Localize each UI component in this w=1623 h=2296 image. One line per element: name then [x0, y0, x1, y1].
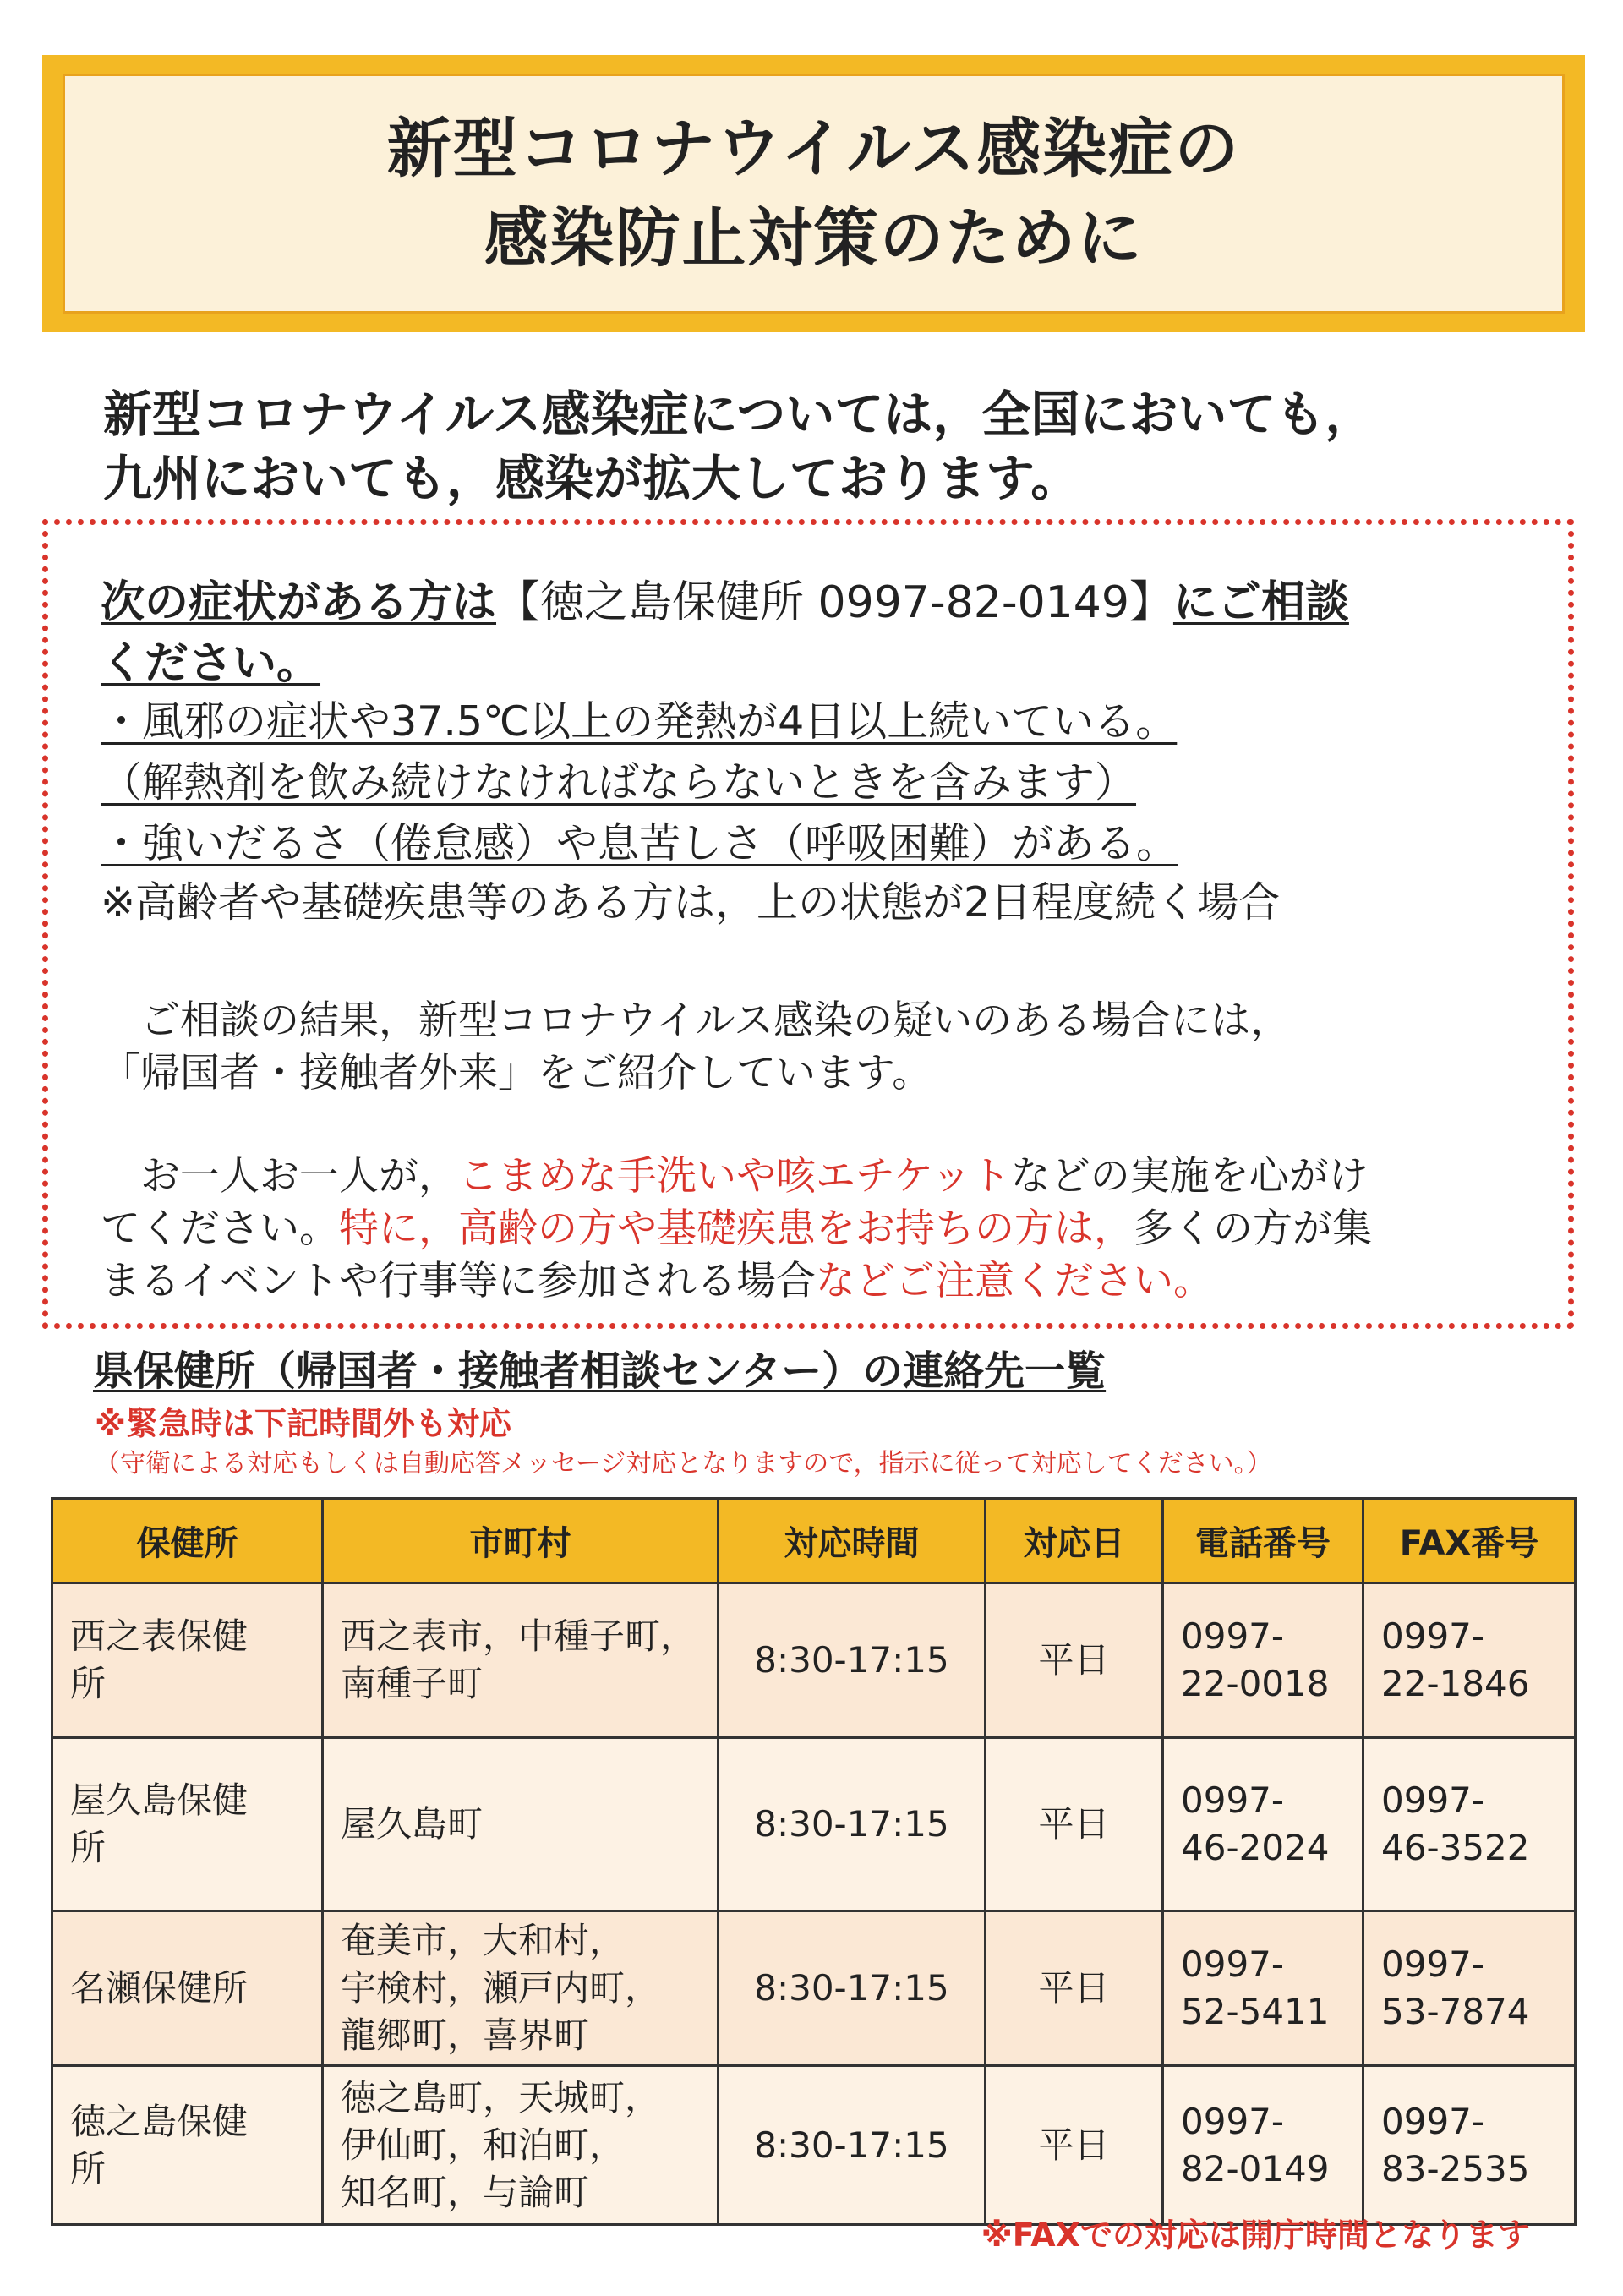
fax-cell [1363, 2066, 1576, 2225]
phone-text: 82-0149 [1181, 2147, 1330, 2189]
symptom-fatigue: ・強いだるさ（倦怠感）や息苦しさ（呼吸困難）がある。 [101, 819, 1178, 867]
phone-cell [1163, 1738, 1363, 1911]
phone-text: 22-0018 [1181, 1663, 1330, 1704]
consultation-box [42, 519, 1574, 1329]
advice-d: てください。 [101, 1205, 339, 1252]
table-row [52, 1738, 1576, 1911]
table-row [52, 1583, 1576, 1738]
phone-text: 0997- [1181, 1779, 1285, 1821]
fax-text: 0997- [1381, 1779, 1485, 1821]
office-text: 徳之島保健 [70, 2100, 249, 2142]
header-office: 保健所 [52, 1499, 323, 1583]
title-line-1: 新型コロナウイルス感染症の [386, 111, 1241, 186]
fax-cell [1363, 1738, 1576, 1911]
phone-cell [1163, 1911, 1363, 2066]
days-cell: 平日 [986, 2066, 1163, 2225]
towns-text: 南種子町 [341, 1663, 484, 1704]
advice-elderly: 特に，高齢の方や基礎疾患をお持ちの方は， [339, 1205, 1134, 1252]
hours-cell: 8:30-17:15 [719, 1911, 986, 2066]
office-text: 所 [70, 1663, 107, 1704]
towns-text: 宇検村，瀬戸内町， [341, 1967, 661, 2009]
table-header-row [52, 1499, 1576, 1583]
fax-text: 0997- [1381, 1943, 1485, 1985]
phone-cell [1163, 1583, 1363, 1738]
fax-text: 53-7874 [1381, 1991, 1530, 2032]
fax-text: 83-2535 [1381, 2147, 1530, 2189]
phone-text: 0997- [1181, 1615, 1285, 1657]
towns-text: 奄美市，大和村， [341, 1920, 626, 1961]
header-hours: 対応時間 [719, 1499, 986, 1583]
emergency-detail: （守衛による対応もしくは自動応答メッセージ対応となりますので，指示に従って対応してください。） [95, 1449, 1272, 1479]
fax-text: 22-1846 [1381, 1663, 1530, 1704]
days-cell: 平日 [986, 1583, 1163, 1738]
office-text: 所 [70, 1827, 107, 1868]
consult-head-phone: 【徳之島保健所 0997-82-0149】 [496, 577, 1173, 628]
office-text: 屋久島保健 [70, 1779, 249, 1821]
consult-result-line-2: 「帰国者・接触者外来」をご紹介しています。 [101, 1050, 932, 1096]
consultation-heading [101, 572, 1538, 694]
consult-head-prefix: 次の症状がある方は [101, 577, 497, 628]
title-panel [63, 74, 1565, 314]
towns-cell [323, 1911, 719, 2066]
consult-head-suffix: にご相談 [1172, 577, 1349, 628]
header-phone: 電話番号 [1163, 1499, 1363, 1583]
fax-hours-note: ※FAXでの対応は開庁時間となります [981, 2217, 1530, 2254]
prevention-advice [101, 1151, 1538, 1308]
header-towns: 市町村 [323, 1499, 719, 1583]
intro-line-2: 九州においても，感染が拡大しております。 [103, 450, 1080, 507]
phone-text: 0997- [1181, 1943, 1285, 1985]
towns-text: 徳之島町，天城町， [341, 2076, 661, 2118]
office-cell [52, 1583, 323, 1738]
title-line-2: 感染防止対策のために [484, 200, 1144, 276]
advice-caution: などご注意ください。 [816, 1258, 1213, 1304]
office-text: 所 [70, 2147, 107, 2189]
office-text: 名瀬保健所 [70, 1967, 249, 2009]
towns-text: 伊仙町，和泊町， [341, 2124, 626, 2166]
towns-cell [323, 2066, 719, 2225]
days-cell: 平日 [986, 1911, 1163, 2066]
fax-text: 46-3522 [1381, 1827, 1530, 1868]
towns-cell [323, 1583, 719, 1738]
fax-cell [1363, 1911, 1576, 2066]
advice-f: 多くの方が集 [1134, 1205, 1372, 1252]
advice-g: まるイベントや行事等に参加される場合 [101, 1258, 816, 1304]
intro-line-1: 新型コロナウイルス感染症については，全国においても， [103, 385, 1374, 443]
towns-text: 屋久島町 [341, 1803, 484, 1845]
office-cell [52, 1738, 323, 1911]
phone-cell [1163, 2066, 1363, 2225]
hours-cell: 8:30-17:15 [719, 2066, 986, 2225]
hours-cell: 8:30-17:15 [719, 1738, 986, 1911]
consult-result [101, 995, 1538, 1100]
phone-text: 46-2024 [1181, 1827, 1330, 1868]
header-days: 対応日 [986, 1499, 1163, 1583]
office-text: 西之表保健 [70, 1615, 249, 1657]
towns-cell [323, 1738, 719, 1911]
advice-handwashing: こまめな手洗いや咳エチケット [458, 1153, 1011, 1200]
towns-text: 龍郷町，喜界町 [341, 2014, 590, 2056]
fax-text: 0997- [1381, 1615, 1485, 1657]
office-cell [52, 2066, 323, 2225]
contacts-table [51, 1497, 1577, 2226]
days-cell: 平日 [986, 1738, 1163, 1911]
phone-text: 52-5411 [1181, 1991, 1330, 2032]
contacts-title: 県保健所（帰国者・接触者相談センター）の連絡先一覧 [93, 1348, 1107, 1395]
consult-result-line-1: ご相談の結果，新型コロナウイルス感染の疑いのある場合には， [101, 998, 1291, 1044]
phone-text: 0997- [1181, 2100, 1285, 2142]
elderly-note: ※高齢者や基礎疾患等のある方は，上の状態が2日程度続く場合 [101, 878, 1281, 927]
table-row [52, 2066, 1576, 2225]
title-banner [42, 55, 1585, 332]
symptom-fever-note: （解熱剤を飲み続けなければならないときを含みます） [101, 758, 1137, 806]
emergency-note: ※緊急時は下記時間外も対応 [95, 1405, 511, 1442]
fax-cell [1363, 1583, 1576, 1738]
advice-a: お一人お一人が， [101, 1153, 458, 1200]
symptom-fever: ・風邪の症状や37.5℃以上の発熱が4日以上続いている。 [101, 697, 1178, 746]
fax-text: 0997- [1381, 2100, 1485, 2142]
hours-cell: 8:30-17:15 [719, 1583, 986, 1738]
table-row [52, 1911, 1576, 2066]
advice-c: などの実施を心がけ [1010, 1153, 1369, 1200]
office-cell [52, 1911, 323, 2066]
intro-text [103, 382, 1557, 511]
towns-text: 知名町，与論町 [341, 2171, 590, 2213]
towns-text: 西之表市，中種子町， [341, 1615, 697, 1657]
header-fax: FAX番号 [1363, 1499, 1576, 1583]
consult-head-line-2: ください。 [101, 638, 321, 689]
